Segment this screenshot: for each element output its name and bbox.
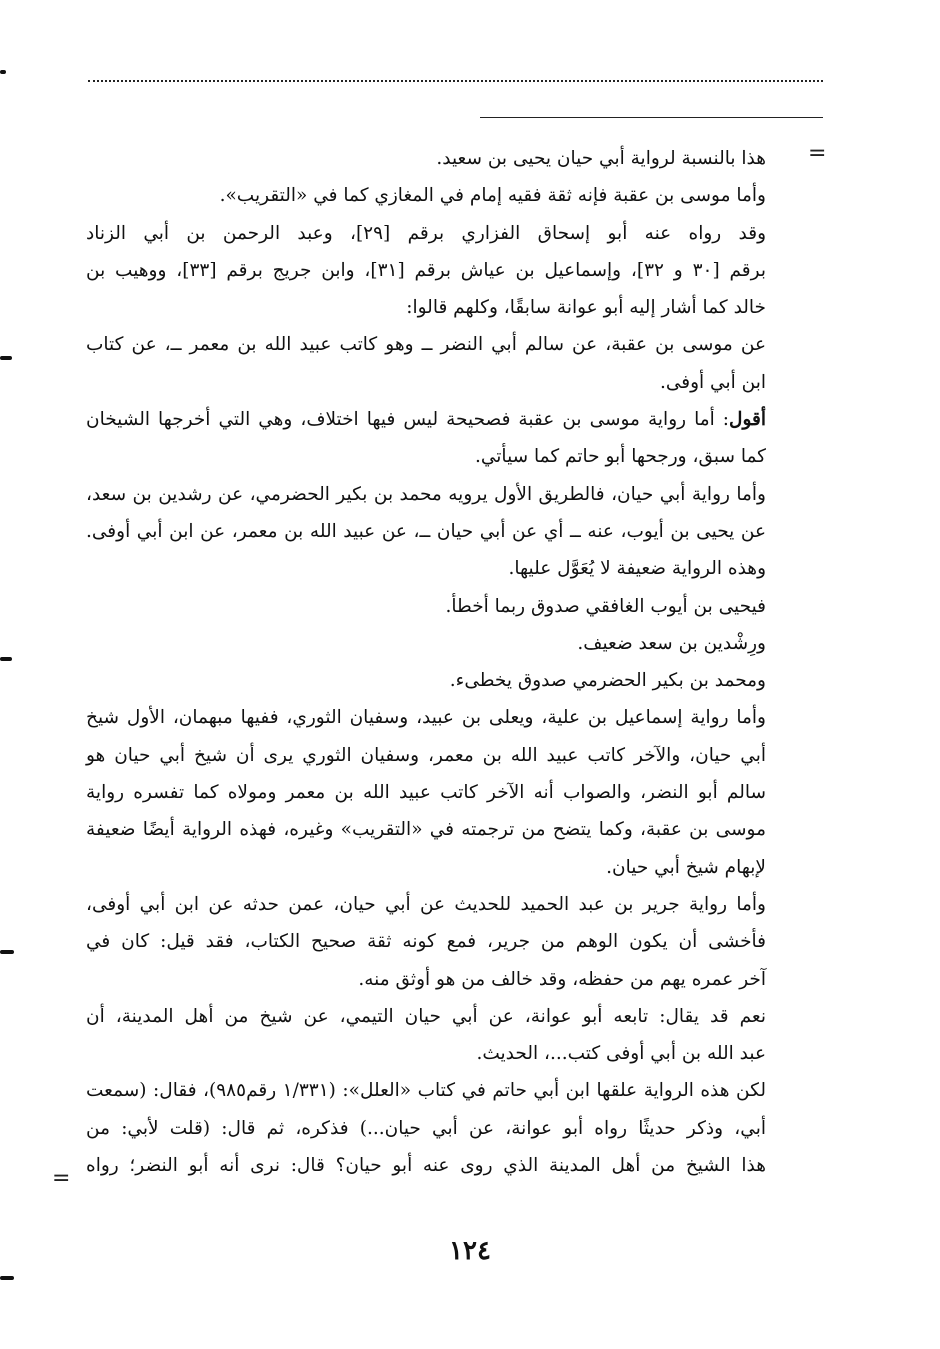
text-line: أقول: أما رواية موسى بن عقبة فصحيحة ليس فيها اختلاف، وهي التي أخرجها الشيخان: [86, 409, 766, 431]
text-line: فأخشى أن يكون الوهم من جرير، فمع كونه ثقة صحيح الكتاب، فقد قيل: كان في: [86, 931, 766, 953]
text-line: لكن هذه الرواية علقها ابن أبي حاتم في كتاب «العلل»: (١/٣٣١ رقم٩٨٥)، فقال: (سمعت: [86, 1080, 766, 1102]
text-line: أبي حيان، والآخر كاتب عبيد الله بن معمر، وسفيان الثوري يرى أن شيخ أبي حيان هو: [86, 744, 766, 766]
text-line: أبي، وذكر حديثًا رواه أبو عوانة، عن أبي حيان...) فذكره، ثم قال: (قلت لأبي: من: [86, 1117, 766, 1139]
text-line: ورِشْدين بن سعد ضعيف.: [577, 632, 766, 654]
footnote-text: [86, 140, 766, 1184]
text-line: سالم أبو النضر، والصواب أنه الآخر كاتب عبيد الله بن معمر ومولاه كما تفسره رواية: [86, 782, 766, 804]
text-line: هذا الشيخ من أهل المدينة الذي روى عنه أبو حيان؟ قال: نرى أنه أبو النضر؛ رواه: [86, 1155, 766, 1177]
text-line: عن موسى بن عقبة، عن سالم أبي النضر ــ وهو كاتب عبيد الله بن معمر ــ، عن كتاب: [86, 334, 766, 356]
text-line: كما سبق، ورجحها أبو حاتم كما سيأتي.: [474, 446, 766, 468]
text-line: موسى بن عقبة، وكما يتضح من ترجمته في «التقريب» وغيره، فهذه الرواية أيضًا ضعيفة: [86, 819, 766, 841]
dotted-separator: [88, 80, 823, 82]
footnote-rule: [480, 117, 823, 118]
text-line: ابن أبي أوفى.: [659, 371, 766, 393]
text-line: وأما رواية إسماعيل بن علية، ويعلى بن عبيد، وسفيان الثوري، ففيها مبهمان، الأول شيخ: [86, 707, 766, 729]
scan-edge-mark: [0, 356, 12, 360]
text-line: آخر عمره يهم من حفظه، وقد خالف من هو أوثق منه.: [358, 968, 766, 990]
page-number: ١٢٤: [449, 1236, 491, 1266]
text-line: وأما موسى بن عقبة فإنه ثقة فقيه إمام في المغازي كما في «التقريب».: [219, 185, 766, 207]
text-line: وقد رواه عنه أبو إسحاق الفزاري برقم [٢٩]، وعبد الرحمن بن أبي الزناد: [86, 222, 767, 244]
text-line: فيحيى بن أيوب الغافقي صدوق ربما أخطأ.: [445, 595, 766, 617]
lead-word: أقول: [729, 409, 766, 431]
text-line: ومحمد بن بكير الحضرمي صدوق يخطىء.: [449, 670, 766, 692]
text-line: نعم قد يقال: تابعه أبو عوانة، عن أبي حيان التيمي، عن شيخ من أهل المدينة، أن: [86, 1005, 766, 1027]
continuation-mark-bottom: =: [52, 1166, 71, 1191]
text-line: وأما رواية جرير بن عبد الحميد للحديث عن أبي حيان، عمن حدثه عن ابن أبي أوفى،: [86, 893, 766, 915]
text-line: وأما رواية أبي حيان، فالطريق الأول يرويه محمد بن بكير الحضرمي، عن رشدين بن سعد،: [86, 483, 766, 505]
scan-edge-mark: [0, 950, 14, 954]
text-line: عن يحيى بن أيوب، عنه ــ أي عن أبي حيان ــ، عن عبيد الله بن معمر، عن ابن أبي أوفى.: [86, 520, 766, 542]
text-line: لإبهام شيخ أبي حيان.: [606, 856, 766, 878]
text-line: هذا بالنسبة لرواية أبي حيان يحيى بن سعيد.: [436, 148, 766, 169]
text-line: عبد الله بن أبي أوفى كتب...، الحديث.: [476, 1043, 766, 1065]
text-line: برقم [٣٠ و ٣٢]، وإسماعيل بن عياش برقم [٣١]، وابن جريج برقم [٣٣]، ووهيب بن: [86, 259, 766, 281]
text-line: وهذه الرواية ضعيفة لا يُعَوَّل عليها.: [508, 558, 766, 580]
scan-edge-mark: [0, 657, 12, 661]
scan-edge-mark: [0, 1276, 14, 1280]
text-line: خالد كما أشار إليه أبو عوانة سابقًا، وكلهم قالوا:: [406, 297, 766, 319]
continuation-mark-top: =: [808, 141, 827, 166]
scan-edge-mark: [0, 70, 6, 74]
